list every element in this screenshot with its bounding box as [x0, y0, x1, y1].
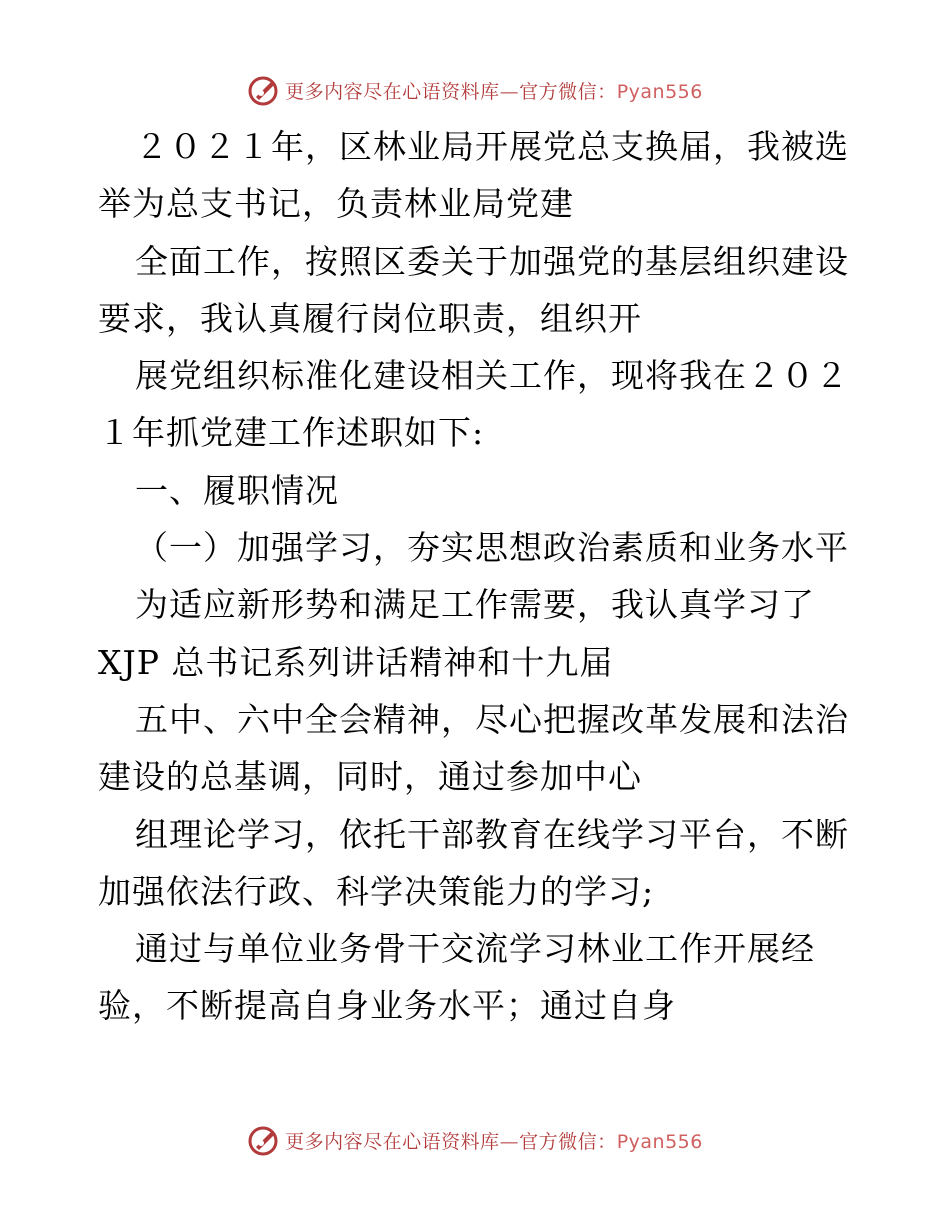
paragraph-line: 为适应新形势和满足工作需要，我认真学习了	[135, 585, 815, 625]
paragraph-line: ２０２１年，区林业局开展党总支换届，我被选	[135, 127, 849, 166]
banner-text: 更多内容尽在心语资料库—官方微信：Pyan556	[285, 1130, 703, 1153]
paragraph-line: 全面工作，按照区委关于加强党的基层组织建设	[135, 241, 849, 281]
document-body	[98, 118, 858, 1035]
paragraph-line: XJP 总书记系列讲话精神和十九届	[98, 642, 614, 682]
header-watermark-banner	[0, 70, 950, 110]
subsection-heading: （一）加强学习，夯实思想政治素质和业务水平	[135, 528, 849, 568]
section-heading: 一、履职情况	[135, 470, 339, 510]
paragraph-line: １年抓党建工作述职如下:	[98, 413, 485, 453]
paragraph-line: 通过与单位业务骨干交流学习林业工作开展经	[135, 929, 815, 969]
paragraph-line: 建设的总基调，同时，通过参加中心	[98, 757, 642, 797]
paragraph-line: 五中、六中全会精神，尽心把握改革发展和法治	[135, 699, 849, 739]
paragraph-line: 验，不断提高自身业务水平；通过自身	[98, 986, 676, 1026]
paragraph-line: 加强依法行政、科学决策能力的学习;	[98, 871, 655, 911]
banner-text: 更多内容尽在心语资料库—官方微信：Pyan556	[285, 80, 703, 103]
paragraph-line: 组理论学习，依托干部教育在线学习平台，不断	[135, 814, 849, 854]
pen-logo-icon	[247, 73, 281, 107]
pen-logo-icon	[247, 1123, 281, 1157]
paragraph-line: 要求，我认真履行岗位职责，组织开	[98, 298, 642, 338]
footer-watermark-banner	[0, 1120, 950, 1160]
paragraph-line: 展党组织标准化建设相关工作，现将我在２０２	[135, 356, 849, 396]
paragraph-line: 举为总支书记，负责林业局党建	[98, 184, 574, 224]
